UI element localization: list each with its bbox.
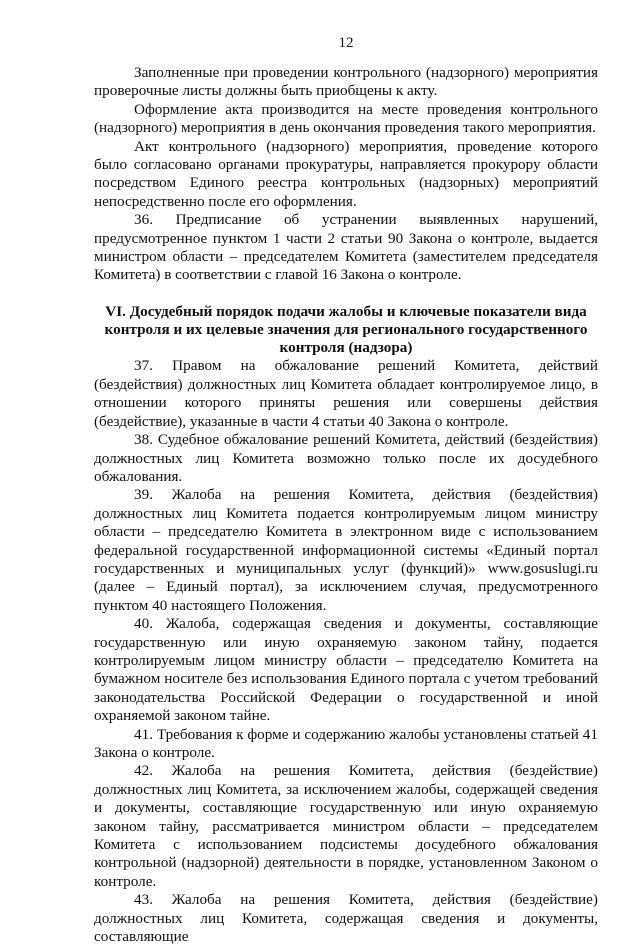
page-number: 12: [338, 35, 354, 51]
paragraph: Заполненные при проведении контрольного (надзорного) мероприятия проверочные листы должны быть приобщены к акту.: [94, 64, 598, 100]
paragraph: 39. Жалоба на решения Комитета, действия (бездействия) должностных лиц Комитета подается контролируемым лицом министру области – председателю Комитета в электронном виде с использованием федеральной государственной информационной системы «Единый портал государственных и муниципальных услуг (функций)» www.gosuslugi.ru (далее – Единый портал), за исключением случая, предусмотренного пунктом 40 настоящего Положения.: [94, 486, 598, 614]
document-page: [94, 34, 598, 946]
section-heading: VI. Досудебный порядок подачи жалобы и ключевые показатели вида контроля и их целевые значения для регионального государственного контроля (надзора): [104, 302, 588, 357]
paragraph: Акт контрольного (надзорного) мероприятия, проведение которого было согласовано органами прокуратуры, направляется прокурору области посредством Единого реестра контрольных (надзорных) мероприятий непосредственно после его оформления.: [94, 137, 598, 210]
section-spacer: [94, 285, 598, 303]
paragraph: 43. Жалоба на решения Комитета, действия (бездействие) должностных лиц Комитета, содержащая сведения и документы, составляющие: [94, 891, 598, 946]
paragraph: 37. Правом на обжалование решений Комитета, действий (бездействия) должностных лиц Комитета обладает контролируемое лицо, в отношении которого приняты решения или совершены действия (бездействие), указанные в части 4 статьи 40 Закона о контроле.: [94, 357, 598, 430]
paragraph: 36. Предписание об устранении выявленных нарушений, предусмотренное пунктом 1 части 2 статьи 90 Закона о контроле, выдается министром области – председателем Комитета (заместителем председателя Комитета) в соответствии с главой 16 Закона о контроле.: [94, 211, 598, 284]
paragraph: Оформление акта производится на месте проведения контрольного (надзорного) мероприятия в день окончания проведения такого мероприятия.: [94, 100, 598, 137]
paragraph: 40. Жалоба, содержащая сведения и документы, составляющие государственную или иную охраняемую законом тайну, подается контролируемым лицом министру области – председателю Комитета на бумажном носителе без использования Единого портала с учетом требований законодательства Российской Федерации о государственной и иной охраняемой законом тайне.: [94, 615, 598, 725]
paragraph: 38. Судебное обжалование решений Комитета, действий (бездействия) должностных лиц Комитета возможно только после их досудебного обжалования.: [94, 431, 598, 485]
paragraph: 41. Требования к форме и содержанию жалобы установлены статьей 41 Закона о контроле.: [94, 725, 598, 762]
paragraph: 42. Жалоба на решения Комитета, действия (бездействие) должностных лиц Комитета, за исключением жалобы, содержащей сведения и документы, составляющие государственную или иную охраняемую законом тайну, рассматривается министром области – председателем Комитета с использованием подсистемы досудебного обжалования контрольной (надзорной) деятельности в порядке, установленном Законом о контроле.: [94, 762, 598, 890]
